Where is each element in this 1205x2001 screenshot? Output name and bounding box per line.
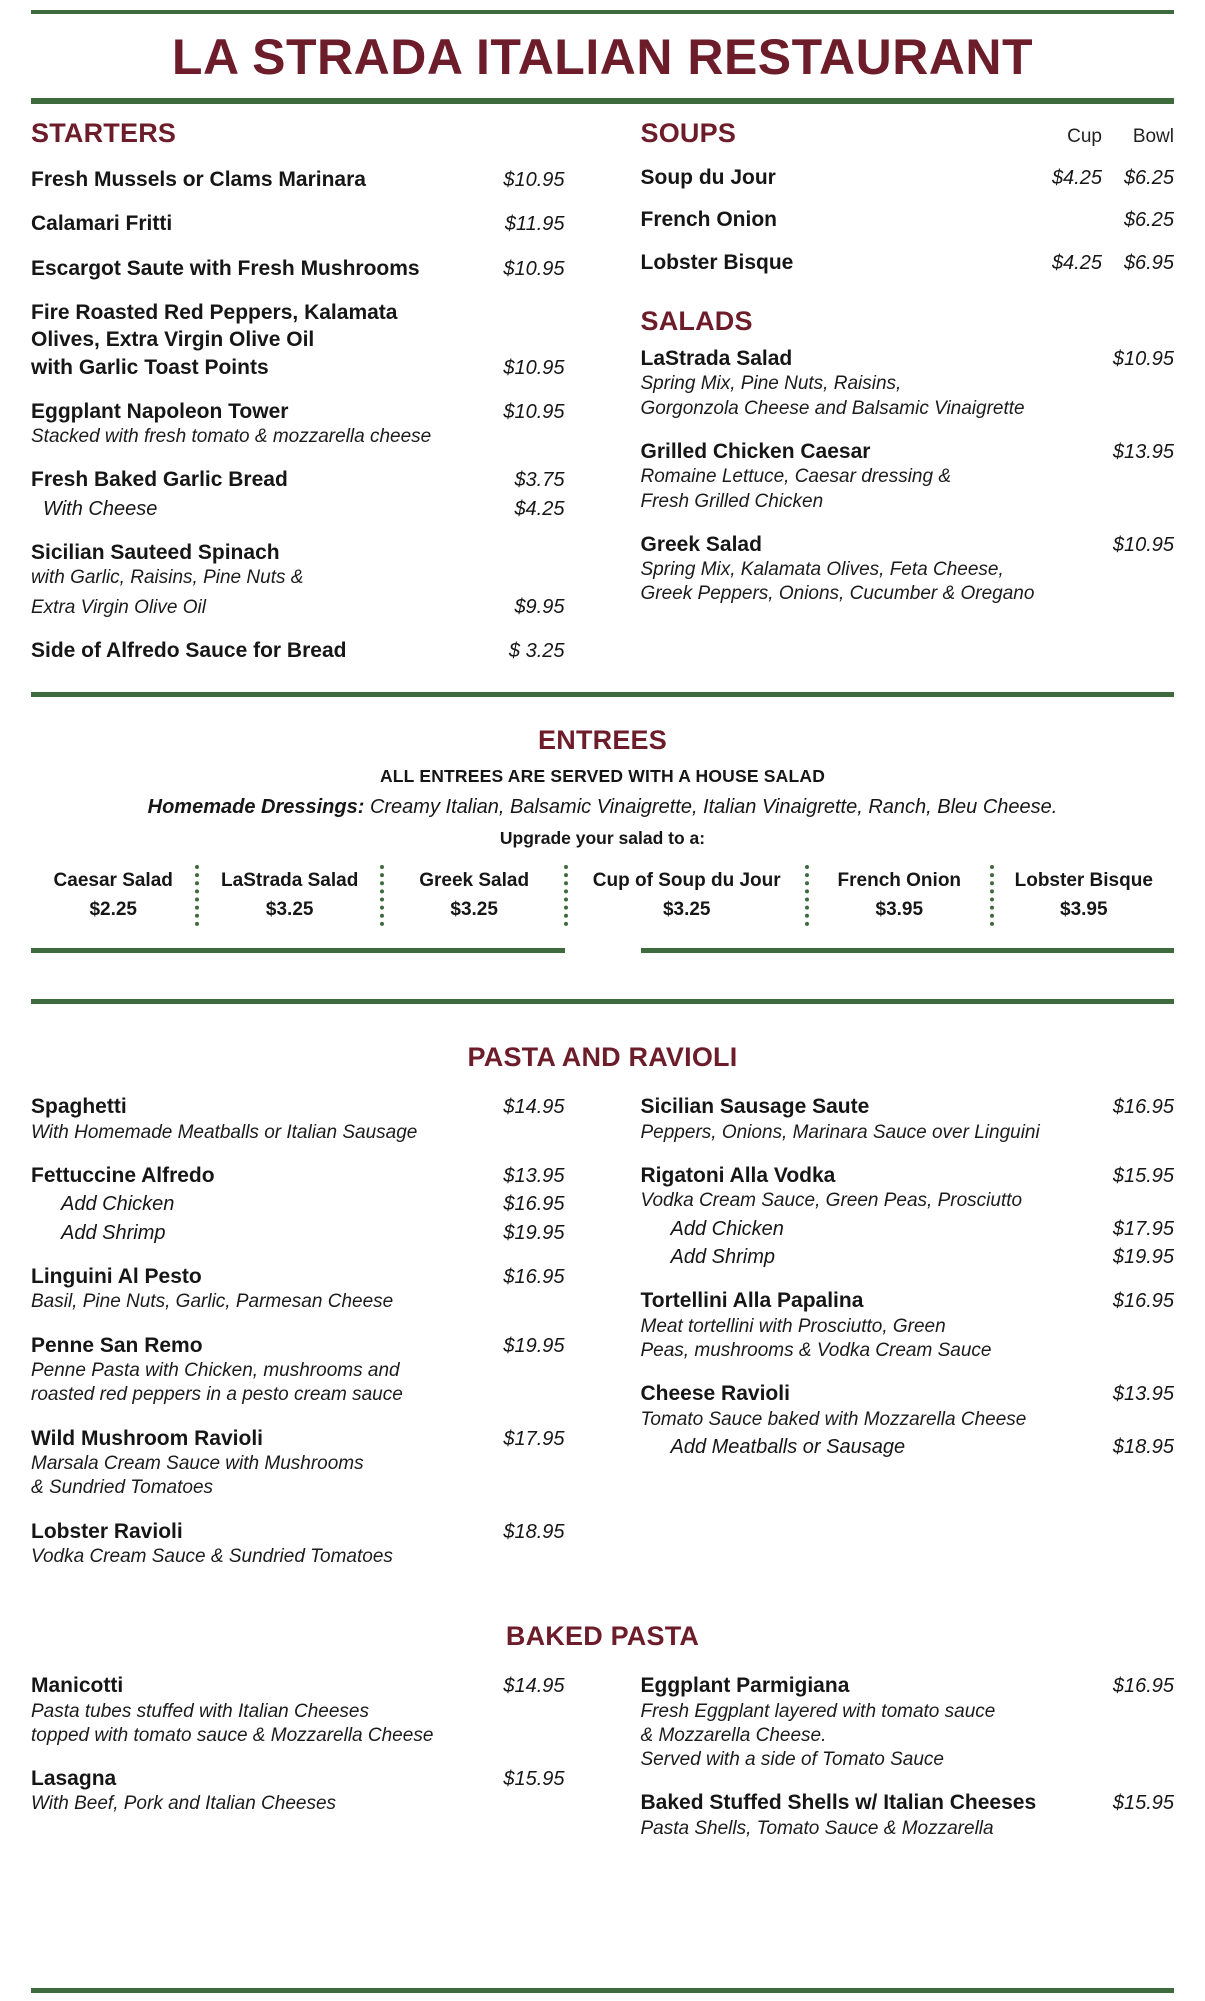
item-price: $10.95 [503, 400, 565, 423]
upgrade-option [31, 865, 195, 926]
item-desc: roasted red peppers in a pesto cream sauce [31, 1384, 403, 1406]
upgrade-name: French Onion [837, 870, 962, 892]
divider-rule [31, 999, 1174, 1004]
item-name: Soup du Jour [640, 166, 776, 190]
item-desc: Spring Mix, Kalamata Olives, Feta Cheese, [640, 559, 1004, 581]
item-desc: Fresh Eggplant layered with tomato sauce [640, 1700, 996, 1722]
item-price: $10.95 [503, 257, 565, 280]
menu-item [641, 206, 1175, 233]
upgrade-name: Lobster Bisque [1014, 870, 1153, 892]
pasta-heading: PASTA AND RAVIOLI [467, 1042, 738, 1073]
item-price: $13.95 [503, 1165, 565, 1188]
menu-item [31, 1425, 565, 1501]
upgrade-label: Upgrade your salad to a: [499, 828, 706, 849]
top-section [31, 118, 1174, 664]
item-price: $13.95 [1112, 440, 1174, 463]
upgrade-name: Caesar Salad [53, 870, 173, 892]
item-price-cup: $4.25 [1051, 251, 1102, 274]
item-price-bowl: $6.95 [1123, 251, 1174, 274]
menu-item [31, 1162, 565, 1246]
item-price: $10.95 [503, 169, 565, 192]
soups-heading: SOUPS [640, 118, 737, 148]
menu-item [31, 539, 565, 620]
item-name: Lobster Ravioli [31, 1519, 183, 1543]
item-price-bowl: $6.25 [1123, 209, 1174, 232]
divider-rule-bottom [31, 1988, 1174, 1993]
item-desc: Extra Virgin Olive Oil [31, 596, 206, 618]
item-name: Escargot Saute with Fresh Mushrooms [31, 256, 420, 280]
item-name: Wild Mushroom Ravioli [31, 1426, 263, 1450]
item-desc: Gorgonzola Cheese and Balsamic Vinaigrette [640, 397, 1025, 419]
item-name: Sicilian Sausage Saute [640, 1095, 870, 1119]
item-name: Linguini Al Pesto [31, 1265, 202, 1289]
item-option [641, 1216, 1175, 1242]
dressings-line [31, 796, 1174, 819]
item-option-name: Add Chicken [61, 1193, 175, 1216]
item-option [641, 1434, 1175, 1460]
item-price: $13.95 [1112, 1383, 1174, 1406]
item-price: $19.95 [503, 1334, 565, 1357]
item-desc: & Mozzarella Cheese. [640, 1724, 827, 1746]
item-desc: Greek Peppers, Onions, Cucumber & Oregano [640, 583, 1035, 605]
item-desc: Peas, mushrooms & Vodka Cream Sauce [640, 1340, 992, 1362]
item-option-price: $19.95 [503, 1221, 565, 1244]
item-price: $16.95 [503, 1266, 565, 1289]
item-desc: Peppers, Onions, Marinara Sauce over Linguini [640, 1121, 1040, 1143]
menu-item [31, 1332, 565, 1408]
item-price: $18.95 [503, 1520, 565, 1543]
item-desc: Romaine Lettuce, Caesar dressing & [640, 466, 951, 488]
item-option [31, 1220, 565, 1246]
pasta-left-column [31, 1087, 565, 1569]
menu-item [641, 1287, 1175, 1363]
soups-salads-column [641, 118, 1175, 607]
upgrade-option [195, 865, 379, 926]
upgrade-price: $3.95 [1060, 898, 1108, 920]
divider-segment [31, 948, 565, 953]
menu-item [641, 1672, 1175, 1772]
item-name: Baked Stuffed Shells w/ Italian Cheeses [640, 1791, 1037, 1815]
item-price: $ 3.25 [508, 640, 565, 663]
item-name: LaStrada Salad [640, 346, 793, 370]
divider-rule-title [31, 98, 1174, 104]
baked-pasta-section [31, 1666, 1174, 1841]
item-desc: topped with tomato sauce & Mozzarella Cheese [31, 1724, 434, 1746]
menu-item [31, 1263, 565, 1315]
baked-pasta-heading: BAKED PASTA [505, 1621, 700, 1652]
menu-item [31, 1765, 565, 1817]
item-desc: With Beef, Pork and Italian Cheeses [31, 1793, 337, 1815]
entrees-section [31, 725, 1174, 926]
item-option-name: Add Chicken [670, 1217, 784, 1240]
item-option-price: $4.25 [514, 497, 565, 520]
dressings-list: Creamy Italian, Balsamic Vinaigrette, Italian Vinaigrette, Ranch, Bleu Cheese. [369, 796, 1058, 819]
entrees-heading: ENTREES [538, 725, 667, 756]
item-name: Sicilian Sauteed Spinach [31, 541, 280, 565]
upgrade-option [990, 865, 1174, 926]
salads-heading: SALADS [640, 305, 753, 336]
item-price: $16.95 [1112, 1096, 1174, 1119]
item-option-price: $18.95 [1112, 1435, 1174, 1458]
baked-left-column [31, 1666, 565, 1817]
upgrade-name: LaStrada Salad [221, 870, 359, 892]
upgrade-price: $3.25 [265, 898, 314, 920]
item-option-name: With Cheese [43, 497, 158, 520]
upgrade-name: Greek Salad [419, 870, 530, 892]
item-option-name: Add Shrimp [670, 1246, 775, 1269]
item-price: $16.95 [1112, 1675, 1174, 1698]
item-name: Spaghetti [31, 1095, 127, 1119]
item-option-name: Add Shrimp [61, 1221, 166, 1244]
item-price: $15.95 [1112, 1165, 1174, 1188]
upgrade-option [564, 865, 805, 926]
item-desc: Penne Pasta with Chicken, mushrooms and [31, 1360, 400, 1382]
item-option [31, 1191, 565, 1217]
menu-item [641, 438, 1175, 514]
item-price: $15.95 [1112, 1792, 1174, 1815]
divider-segment [641, 948, 1175, 953]
baked-right-column [641, 1666, 1175, 1841]
restaurant-title: LA STRADA ITALIAN RESTAURANT [171, 29, 1034, 85]
item-price: $11.95 [504, 213, 565, 236]
item-desc: Vodka Cream Sauce, Green Peas, Prosciutto [640, 1190, 1023, 1212]
item-name: Side of Alfredo Sauce for Bread [31, 639, 347, 663]
divider-rule [31, 692, 1174, 697]
divider-rule-top [31, 10, 1174, 14]
item-desc: Basil, Pine Nuts, Garlic, Parmesan Cheese [31, 1291, 394, 1313]
item-desc: with Garlic, Raisins, Pine Nuts & [31, 567, 304, 589]
item-name: Olives, Extra Virgin Olive Oil [31, 328, 315, 352]
item-option [641, 1244, 1175, 1270]
menu-item [31, 466, 565, 522]
item-name: Cheese Ravioli [640, 1382, 790, 1406]
menu-item [641, 1093, 1175, 1145]
item-desc: Spring Mix, Pine Nuts, Raisins, [640, 373, 902, 395]
menu-item [31, 299, 565, 381]
item-name: Rigatoni Alla Vodka [640, 1164, 836, 1188]
item-name: Greek Salad [640, 532, 762, 556]
item-option-name: Add Meatballs or Sausage [670, 1435, 906, 1458]
entrees-note: ALL ENTREES ARE SERVED WITH A HOUSE SALAD [379, 766, 826, 787]
item-name: Grilled Chicken Caesar [640, 439, 871, 463]
item-price: $14.95 [503, 1675, 565, 1698]
item-name: Lobster Bisque [640, 250, 794, 274]
item-price-cup: $4.25 [1051, 167, 1102, 190]
item-desc: Vodka Cream Sauce & Sundried Tomatoes [31, 1545, 393, 1567]
item-price: $10.95 [1112, 347, 1174, 370]
cup-column-label: Cup [1067, 126, 1102, 147]
upgrade-option [380, 865, 564, 926]
item-name: with Garlic Toast Points [31, 355, 269, 379]
item-price: $14.95 [503, 1096, 565, 1119]
item-name: Fresh Baked Garlic Bread [31, 468, 288, 492]
item-desc: Stacked with fresh tomato & mozzarella cheese [31, 426, 432, 448]
item-price: $10.95 [503, 356, 565, 379]
menu-item [641, 1789, 1175, 1841]
item-name: Calamari Fritti [31, 212, 173, 236]
menu-item [31, 255, 565, 282]
item-desc: Meat tortellini with Prosciutto, Green [640, 1315, 946, 1337]
item-name: Eggplant Parmigiana [640, 1674, 850, 1698]
menu-item [641, 531, 1175, 607]
menu-item [641, 345, 1175, 421]
menu-item [31, 166, 565, 193]
starters-column [31, 118, 565, 664]
upgrade-price: $3.95 [875, 898, 924, 920]
item-name: Eggplant Napoleon Tower [31, 399, 289, 423]
item-price: $16.95 [1112, 1290, 1174, 1313]
menu-item [31, 1093, 565, 1145]
item-desc: Pasta Shells, Tomato Sauce & Mozzarella [640, 1817, 994, 1839]
item-price: $3.75 [514, 469, 565, 492]
item-option [31, 496, 565, 522]
item-desc: Tomato Sauce baked with Mozzarella Cheese [640, 1408, 1027, 1430]
menu-item [641, 1380, 1175, 1460]
menu-item [31, 637, 565, 664]
menu-item [641, 1162, 1175, 1270]
bowl-column-label: Bowl [1132, 126, 1174, 147]
menu-item [31, 1518, 565, 1570]
item-desc: Marsala Cream Sauce with Mushrooms [31, 1452, 364, 1474]
item-price-bowl: $6.25 [1123, 167, 1174, 190]
item-desc: With Homemade Meatballs or Italian Sausage [31, 1121, 418, 1143]
menu-item [641, 249, 1175, 276]
item-name: Tortellini Alla Papalina [640, 1289, 864, 1313]
menu-item [641, 164, 1175, 191]
item-desc: & Sundried Tomatoes [31, 1477, 214, 1499]
item-name: French Onion [640, 208, 777, 232]
item-name: Fresh Mussels or Clams Marinara [31, 168, 366, 192]
menu-item [31, 398, 565, 450]
item-price: $17.95 [503, 1427, 565, 1450]
item-desc: Fresh Grilled Chicken [640, 490, 824, 512]
item-name: Fire Roasted Red Peppers, Kalamata [31, 300, 398, 324]
item-name: Fettuccine Alfredo [31, 1164, 215, 1188]
item-option-price: $16.95 [503, 1193, 565, 1216]
item-desc: Served with a side of Tomato Sauce [640, 1749, 944, 1771]
upgrade-price: $3.25 [450, 898, 498, 920]
item-option-price: $19.95 [1112, 1246, 1174, 1269]
upgrade-option [805, 865, 989, 926]
item-name: Manicotti [31, 1674, 124, 1698]
item-option-price: $17.95 [1112, 1217, 1174, 1240]
upgrade-price: $3.25 [662, 898, 711, 920]
soups-header [641, 118, 1175, 149]
pasta-section [31, 1087, 1174, 1569]
salad-upgrade-options [31, 865, 1174, 926]
item-name: Lasagna [31, 1767, 117, 1791]
dressings-label: Homemade Dressings: [147, 796, 365, 819]
pasta-right-column [641, 1087, 1175, 1460]
upgrade-name: Cup of Soup du Jour [592, 870, 781, 892]
item-price: $10.95 [1112, 533, 1174, 556]
item-desc: Pasta tubes stuffed with Italian Cheeses [31, 1700, 369, 1722]
upgrade-price: $2.25 [89, 898, 137, 920]
menu-item [31, 1672, 565, 1748]
item-name: Penne San Remo [31, 1333, 203, 1357]
divider-rule-split [31, 948, 1174, 953]
starters-heading: STARTERS [31, 118, 177, 148]
menu-item [31, 210, 565, 237]
item-price: $9.95 [514, 595, 565, 618]
item-price: $15.95 [503, 1768, 565, 1791]
